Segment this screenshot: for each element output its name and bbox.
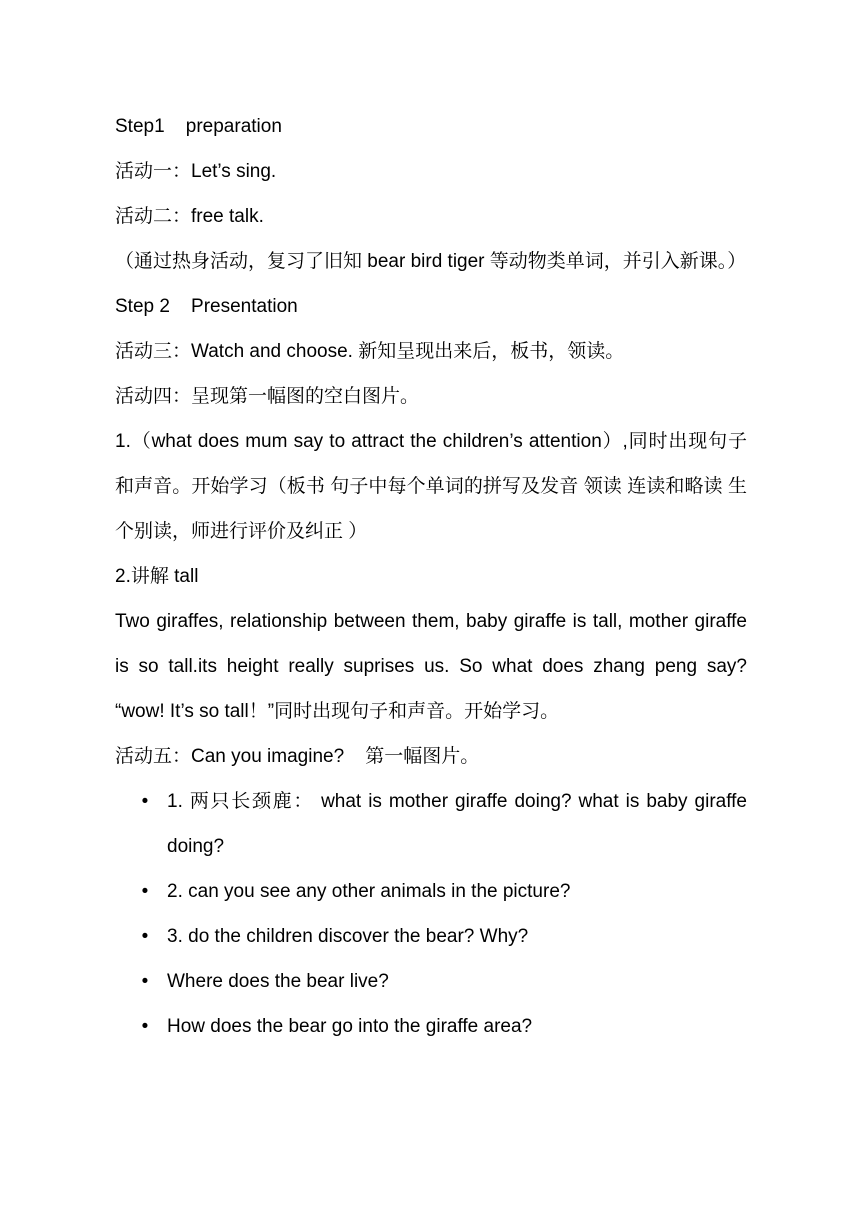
- bullet-icon: •: [141, 926, 149, 947]
- list-item-text: 3. do the children discover the bear? Why?: [167, 926, 529, 947]
- activity-4: 活动四：呈现第一幅图的空白图片。: [115, 386, 420, 407]
- activity-5: 活动五：Can you imagine? 第一幅图片。: [115, 746, 480, 767]
- step2-heading: Step 2 Presentation: [115, 296, 298, 317]
- bullet-icon: •: [141, 881, 149, 902]
- list-item-text: Where does the bear live?: [167, 971, 389, 992]
- item-1-paragraph: 1.（what does mum say to attract the children’s attention）,同时出现句子和声音。开始学习（板书 句子中每个单词的拼写及发音 领读 连读和略读 生个别读，师进行评价及纠正 ）: [115, 431, 747, 542]
- list-item: [115, 779, 747, 869]
- list-item: [115, 959, 747, 1004]
- activity-2: 活动二：free talk.: [115, 206, 264, 227]
- item-2-paragraph: Two giraffes, relationship between them, baby giraffe is tall, mother giraffe is so tall.its height really suprises us. So what does zhang peng say? “wow! It’s so tall！”同时出现句子和声音。开始学习。: [115, 611, 747, 722]
- bullet-icon: •: [141, 971, 149, 992]
- step1-note: （通过热身活动，复习了旧知 bear bird tiger 等动物类单词，并引入新课。）: [115, 251, 747, 272]
- activity-1: 活动一：Let’s sing.: [115, 161, 277, 182]
- bullet-icon: •: [141, 1016, 149, 1037]
- activity-3: 活动三：Watch and choose. 新知呈现出来后，板书，领读。: [115, 341, 625, 362]
- step1-heading: Step1 preparation: [115, 116, 282, 137]
- bullet-icon: •: [141, 791, 149, 812]
- document-body: [115, 104, 747, 1049]
- list-item: [115, 869, 747, 914]
- list-item: [115, 1004, 747, 1049]
- list-item: [115, 914, 747, 959]
- item-2-heading: 2.讲解 tall: [115, 566, 199, 587]
- list-item-text: How does the bear go into the giraffe area?: [167, 1016, 533, 1037]
- list-item-text: 1. 两只长颈鹿： what is mother giraffe doing? what is baby giraffe doing?: [167, 791, 747, 857]
- list-item-text: 2. can you see any other animals in the picture?: [167, 881, 571, 902]
- question-list: [115, 779, 747, 1049]
